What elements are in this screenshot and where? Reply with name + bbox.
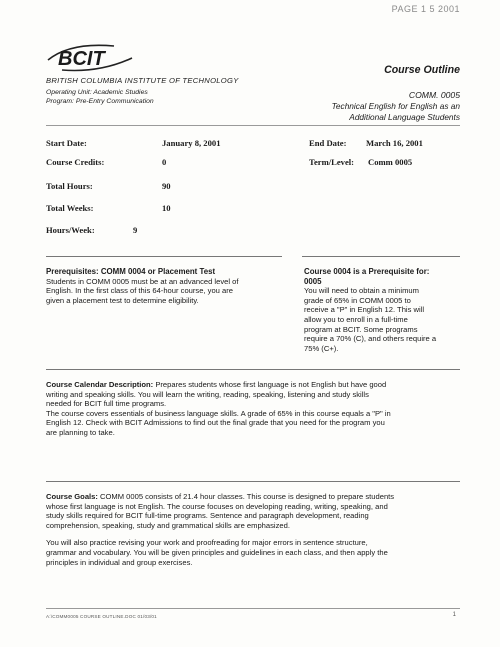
hours-week-label: Hours/Week: — [46, 225, 95, 235]
calendar-line: writing and speaking skills. You will learn the writing, reading, speaking, listening and study skills — [46, 389, 369, 399]
goals-top-rule — [46, 481, 460, 482]
course-name-line1: Technical English for English as an — [331, 101, 460, 111]
calendar-heading: Course Calendar Description: — [46, 380, 154, 389]
prerequisite-for-box — [304, 267, 464, 353]
received-stamp: PAGE 1 5 2001 — [391, 4, 460, 14]
prerequisites-heading: Prerequisites: COMM 0004 or Placement Test — [46, 267, 216, 276]
page-number: 1 — [452, 612, 456, 618]
end-date-value: March 16, 2001 — [366, 138, 423, 148]
prereq-line: Students in COMM 0005 must be at an advanced level of — [46, 276, 239, 286]
logo-text: BCIT — [58, 48, 105, 70]
header-divider — [46, 125, 460, 126]
prereq-box-line: allow you to enroll in a full-time — [304, 314, 408, 324]
total-weeks-label: Total Weeks: — [46, 203, 94, 213]
course-name-line2: Additional Language Students — [349, 112, 460, 122]
goals-heading: Course Goals: — [46, 492, 98, 501]
total-weeks-value: 10 — [162, 203, 171, 213]
prereq-box-line: grade of 65% in COMM 0005 to — [304, 295, 411, 305]
goals-line: comprehension, speaking, study and grammatical skills are emphasized. — [46, 520, 290, 530]
goals-para2-line: principles in individual and group exercises. — [46, 557, 193, 567]
prereq-line: given a placement test to determine eligibility. — [46, 295, 199, 305]
hours-week-value: 9 — [133, 225, 138, 235]
prereq-box-heading: Course 0004 is a Prerequisite for: — [304, 267, 430, 276]
calendar-description-section — [46, 380, 464, 438]
calendar-top-rule — [46, 369, 460, 370]
prereq-box-line: program at BCIT. Some programs — [304, 324, 418, 334]
total-hours-value: 90 — [162, 181, 171, 191]
calendar-first-line — [46, 380, 464, 390]
bcit-logo — [40, 40, 138, 74]
prereq-box-line: You will need to obtain a minimum — [304, 286, 419, 296]
course-outline-title: Course Outline — [384, 64, 460, 76]
term-level-value: Comm 0005 — [368, 157, 413, 167]
start-date-label: Start Date: — [46, 138, 87, 148]
calendar-line: are planning to take. — [46, 427, 115, 437]
prerequisites-section — [46, 267, 294, 305]
program-name: Program: Pre-Entry Communication — [46, 98, 154, 105]
goals-para2-line: grammar and vocabulary. You will be given principles and guidelines in each class, and then apply the — [46, 547, 388, 557]
footer-rule — [46, 608, 460, 609]
prereq-box-line: 75% (C+). — [304, 343, 339, 353]
goals-para2-line: You will also practice revising your work and proofreading for major errors in sentence structure, — [46, 538, 368, 548]
term-level-label: Term/Level: — [309, 157, 355, 167]
footer-file-path: A:\COMM0005 COURSE OUTLINE.DOC 01/03/01 — [46, 614, 157, 619]
prereq-box-line: receive a "P" in English 12. This will — [304, 305, 425, 315]
prereq-top-rule — [46, 256, 282, 257]
calendar-line: English 12. Check with BCIT Admissions to find out the final grade that you need for the program you — [46, 418, 385, 428]
total-hours-label: Total Hours: — [46, 181, 93, 191]
goals-first-text: COMM 0005 consists of 21.4 hour classes. This course is designed to prepare students — [100, 492, 395, 501]
prereq-box-line: require a 70% (C), and others require a — [304, 334, 437, 344]
calendar-line: needed for BCIT full time programs. — [46, 399, 167, 409]
course-code: COMM. 0005 — [408, 90, 460, 100]
goals-line: study skills required for BCIT full-time programs. Sentence and paragraph development, reading — [46, 511, 369, 521]
prereq-line: English. In the first class of this 64-hour course, you are — [46, 286, 233, 296]
credits-label: Course Credits: — [46, 157, 105, 167]
start-date-value: January 8, 2001 — [162, 138, 221, 148]
goals-first-line — [46, 492, 464, 502]
prereq-box-heading-code: 0005 — [304, 276, 322, 286]
course-goals-section — [46, 492, 464, 567]
credits-value: 0 — [162, 157, 167, 167]
operating-unit: Operating Unit: Academic Studies — [46, 89, 148, 96]
prereq-box-top-rule — [302, 256, 460, 257]
goals-line: whose first language is not English. The course focuses on developing reading, writing, speaking, and — [46, 501, 388, 511]
calendar-first-text: Prepares students whose first language is not English but have good — [155, 380, 387, 389]
end-date-label: End Date: — [309, 138, 347, 148]
institute-name: BRITISH COLUMBIA INSTITUTE OF TECHNOLOGY — [46, 76, 239, 85]
calendar-line: The course covers essentials of business language skills. A grade of 65% in this course equals a "P" in — [46, 408, 391, 418]
